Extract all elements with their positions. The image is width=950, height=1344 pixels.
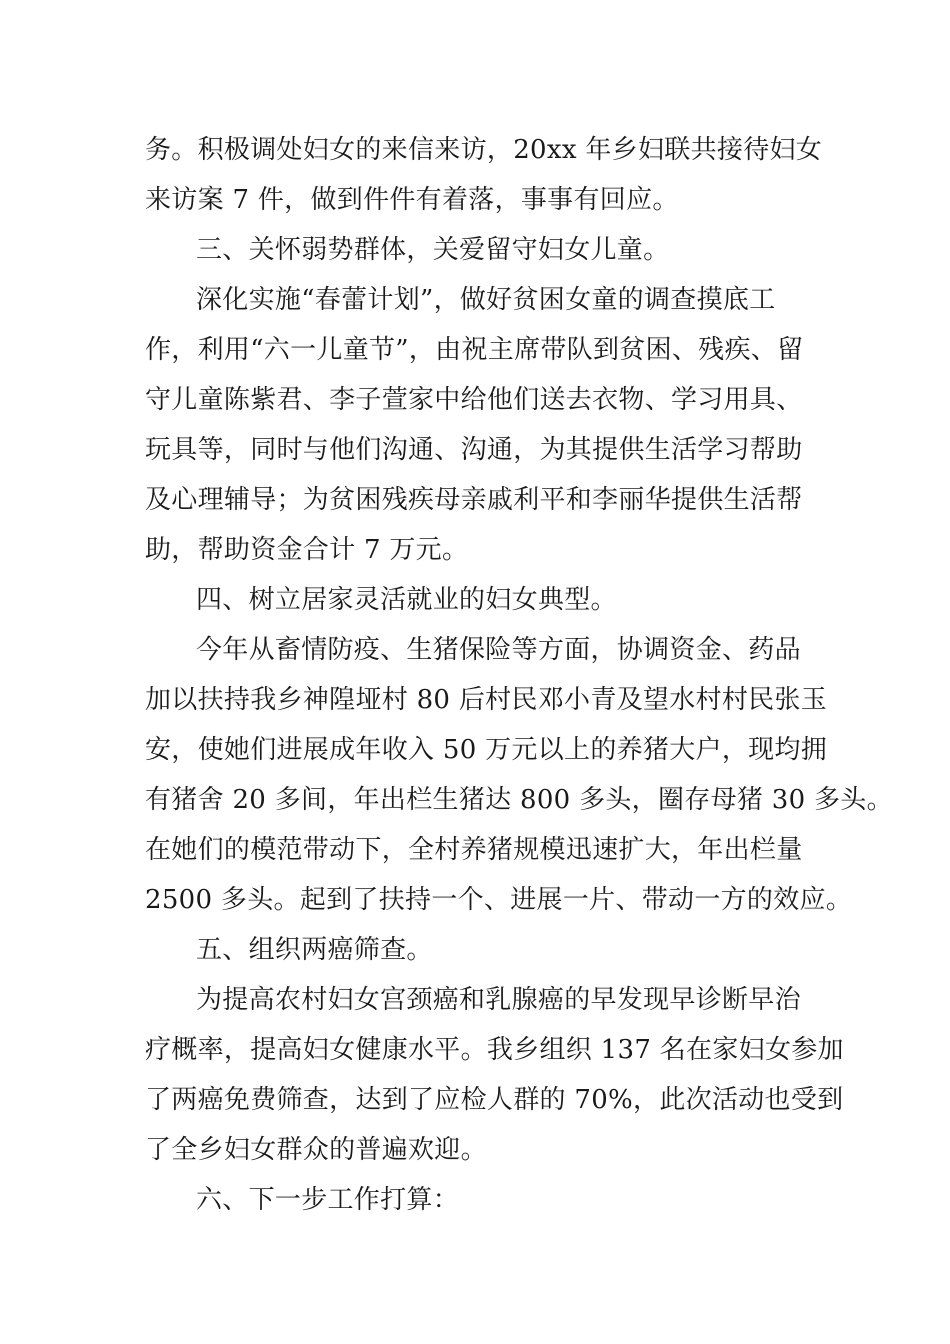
section-heading: 六、下一步工作打算： [196, 1185, 460, 1215]
text-line: 务。积极调处妇女的来信来访，20xx 年乡妇联共接待妇女 [145, 135, 823, 165]
text-line: 在她们的模范带动下，全村养猪规模迅速扩大，年出栏量 [145, 835, 803, 865]
section-heading: 三、关怀弱势群体，关爱留守妇女儿童。 [196, 235, 670, 265]
text-line: 了两癌免费筛查，达到了应检人群的 70%，此次活动也受到 [145, 1085, 844, 1115]
text-line: 助，帮助资金合计 7 万元。 [145, 535, 469, 565]
text-line: 守儿童陈紫君、李子萱家中给他们送去衣物、学习用具、 [145, 385, 803, 415]
text-line: 疗概率，提高妇女健康水平。我乡组织 137 名在家妇女参加 [145, 1035, 844, 1065]
text-line: 玩具等，同时与他们沟通、沟通，为其提供生活学习帮助 [145, 435, 803, 465]
text-line: 加以扶持我乡神隍垭村 80 后村民邓小青及望水村村民张玉 [145, 685, 828, 715]
text-line: 了全乡妇女群众的普遍欢迎。 [145, 1135, 487, 1165]
section-heading: 五、组织两癌筛查。 [196, 935, 433, 965]
text-line: 2500 多头。起到了扶持一个、进展一片、带动一方的效应。 [145, 885, 853, 915]
text-line: 来访案 7 件，做到件件有着落，事事有回应。 [145, 185, 679, 215]
text-line: 今年从畜情防疫、生猪保险等方面，协调资金、药品 [196, 635, 801, 665]
text-line: 安，使她们进展成年收入 50 万元以上的养猪大户，现均拥 [145, 735, 828, 765]
text-line: 作，利用“六一儿童节”，由祝主席带队到贫困、残疾、留 [145, 335, 804, 365]
text-line: 为提高农村妇女宫颈癌和乳腺癌的早发现早诊断早治 [196, 985, 801, 1015]
text-line: 深化实施“春蕾计划”，做好贫困女童的调查摸底工 [196, 285, 776, 315]
section-heading: 四、树立居家灵活就业的妇女典型。 [196, 585, 617, 615]
text-line: 有猪舍 20 多间，年出栏生猪达 800 多头，圈存母猪 30 多头。 [145, 785, 893, 815]
text-line: 及心理辅导；为贫困残疾母亲戚利平和李丽华提供生活帮 [145, 485, 803, 515]
